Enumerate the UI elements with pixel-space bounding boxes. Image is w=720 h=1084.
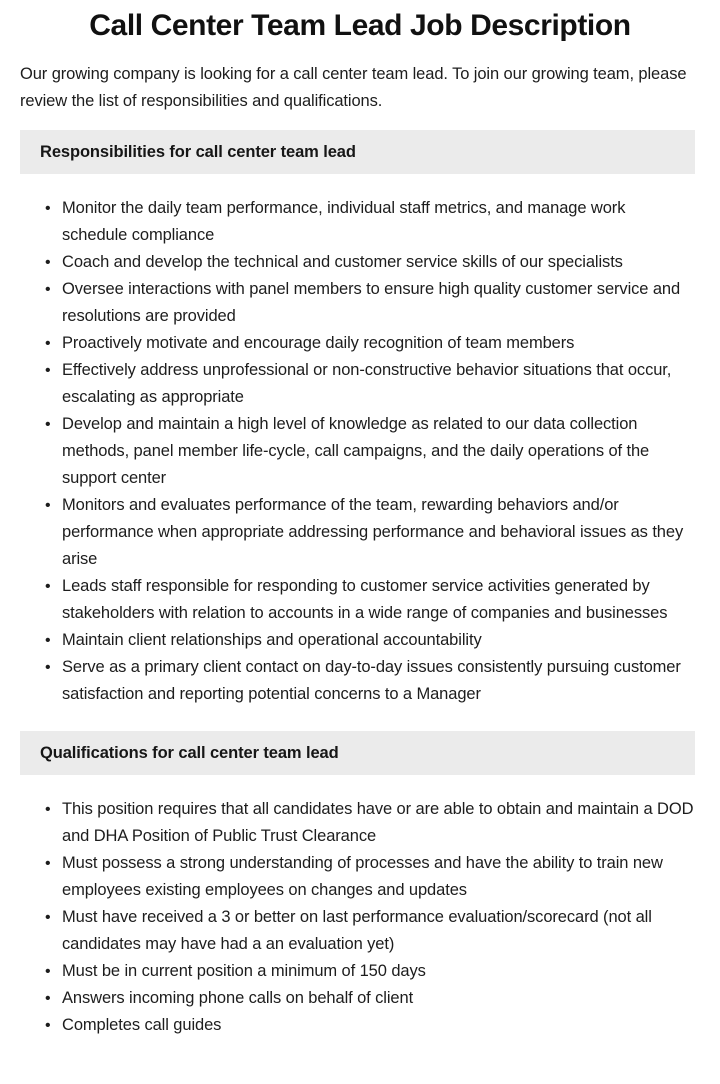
list-item: • Proactively motivate and encourage daily recognition of team members xyxy=(62,330,698,357)
section-heading-bar-responsibilities xyxy=(20,130,695,174)
responsibilities-list xyxy=(20,195,698,708)
section-heading-bar-qualifications xyxy=(20,731,695,775)
list-item: • Monitor the daily team performance, individual staff metrics, and manage work schedule compliance xyxy=(62,195,698,249)
qualifications-section-heading: Qualifications for call center team lead xyxy=(40,743,339,762)
list-item: • This position requires that all candidates have or are able to obtain and maintain a DOD and DHA Position of Public Trust Clearance xyxy=(62,796,698,850)
list-item: • Develop and maintain a high level of knowledge as related to our data collection methods, panel member life-cycle, call campaigns, and the daily operations of the support center xyxy=(62,411,698,492)
page-title: Call Center Team Lead Job Description xyxy=(89,9,631,42)
list-item: • Must possess a strong understanding of processes and have the ability to train new employees existing employees on changes and updates xyxy=(62,850,698,904)
intro-paragraph: Our growing company is looking for a call center team lead. To join our growing team, please review the list of responsibilities and qualifications. xyxy=(20,65,687,110)
list-item: • Monitors and evaluates performance of the team, rewarding behaviors and/or performance when appropriate addressing performance and behavioral issues as they arise xyxy=(62,492,698,573)
list-item: • Coach and develop the technical and customer service skills of our specialists xyxy=(62,249,698,276)
responsibilities-section-heading: Responsibilities for call center team lead xyxy=(40,142,356,161)
list-item: • Must have received a 3 or better on last performance evaluation/scorecard (not all candidates may have had a an evaluation yet) xyxy=(62,904,698,958)
list-item: • Must be in current position a minimum of 150 days xyxy=(62,958,698,985)
list-item: • Oversee interactions with panel members to ensure high quality customer service and resolutions are provided xyxy=(62,276,698,330)
list-item: • Answers incoming phone calls on behalf of client xyxy=(62,985,698,1012)
list-item: • Leads staff responsible for responding to customer service activities generated by stakeholders with relation to accounts in a wide range of companies and businesses xyxy=(62,573,698,627)
list-item: • Effectively address unprofessional or non-constructive behavior situations that occur, escalating as appropriate xyxy=(62,357,698,411)
list-item: • Maintain client relationships and operational accountability xyxy=(62,627,698,654)
list-item: • Completes call guides xyxy=(62,1012,698,1039)
list-item: • Serve as a primary client contact on day-to-day issues consistently pursuing customer satisfaction and reporting potential concerns to a Manager xyxy=(62,654,698,708)
qualifications-list xyxy=(20,796,698,1039)
